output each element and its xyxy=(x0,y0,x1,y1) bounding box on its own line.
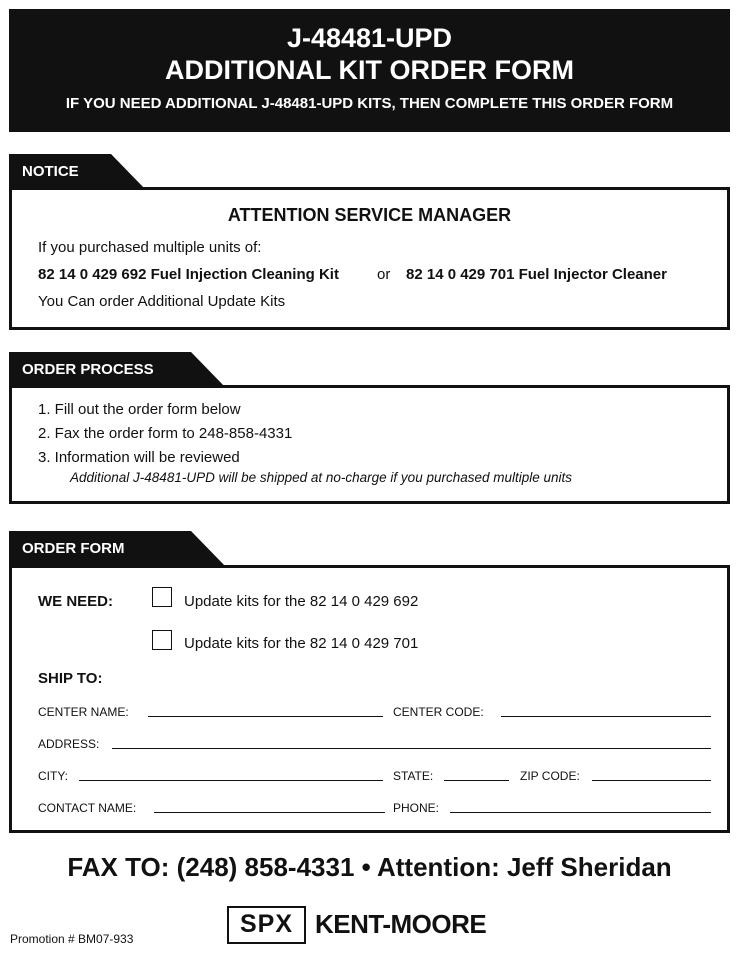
notice-product-1: 82 14 0 429 692 Fuel Injection Cleaning Kit xyxy=(38,266,339,283)
kent-moore-logo: KENT-MOORE xyxy=(315,909,487,939)
notice-heading: ATTENTION SERVICE MANAGER xyxy=(227,205,512,225)
zip-code-label: ZIP CODE: xyxy=(520,769,580,783)
form-title: ADDITIONAL KIT ORDER FORM xyxy=(165,55,574,85)
center-name-label: CENTER NAME: xyxy=(38,705,129,719)
process-box xyxy=(9,385,730,504)
fax-instructions: FAX TO: (248) 858-4331 • Attention: Jeff Sheridan xyxy=(67,852,672,882)
option-2-label: Update kits for the 82 14 0 429 701 xyxy=(184,635,419,652)
state-label: STATE: xyxy=(393,769,434,783)
we-need-label: WE NEED: xyxy=(38,593,113,610)
center-name-field[interactable] xyxy=(148,716,383,717)
process-step-2: 2. Fax the order form to 248-858-4331 xyxy=(38,425,293,442)
promotion-number: Promotion # BM07-933 xyxy=(10,932,134,946)
form-subtitle: IF YOU NEED ADDITIONAL J-48481-UPD KITS, THEN COMPLETE THIS ORDER FORM xyxy=(65,95,674,112)
spx-logo: SPX xyxy=(227,906,306,944)
address-field[interactable] xyxy=(112,748,711,749)
city-field[interactable] xyxy=(79,780,383,781)
state-field[interactable] xyxy=(444,780,509,781)
header-banner xyxy=(9,9,730,132)
process-tab-slant xyxy=(190,352,226,388)
order-form-tab-slant xyxy=(190,531,226,567)
center-code-label: CENTER CODE: xyxy=(393,705,484,719)
option-1-label: Update kits for the 82 14 0 429 692 xyxy=(184,593,419,610)
order-form-box xyxy=(9,565,730,833)
zip-code-field[interactable] xyxy=(592,780,711,781)
form-id-title: J-48481-UPD xyxy=(286,23,453,53)
process-note: Additional J-48481-UPD will be shipped at no-charge if you purchased multiple units xyxy=(70,470,573,485)
contact-name-label: CONTACT NAME: xyxy=(38,801,137,815)
notice-product-2: 82 14 0 429 701 Fuel Injector Cleaner xyxy=(406,266,667,283)
process-tab: ORDER PROCESS xyxy=(9,352,191,388)
ship-to-label: SHIP TO: xyxy=(38,670,103,687)
city-label: CITY: xyxy=(38,769,69,783)
process-step-3: 3. Information will be reviewed xyxy=(38,449,240,466)
option-1-checkbox[interactable] xyxy=(152,587,172,607)
notice-tab: NOTICE xyxy=(9,154,111,190)
phone-label: PHONE: xyxy=(393,801,440,815)
notice-box xyxy=(9,187,730,330)
order-form-tab: ORDER FORM xyxy=(9,531,191,567)
notice-tab-slant xyxy=(110,154,146,190)
notice-or: or xyxy=(377,266,391,283)
notice-footer: You Can order Additional Update Kits xyxy=(38,293,286,310)
notice-intro: If you purchased multiple units of: xyxy=(38,239,262,256)
option-2-checkbox[interactable] xyxy=(152,630,172,650)
process-step-1: 1. Fill out the order form below xyxy=(38,401,241,418)
center-code-field[interactable] xyxy=(501,716,711,717)
contact-name-field[interactable] xyxy=(154,812,385,813)
address-label: ADDRESS: xyxy=(38,737,100,751)
phone-field[interactable] xyxy=(450,812,711,813)
